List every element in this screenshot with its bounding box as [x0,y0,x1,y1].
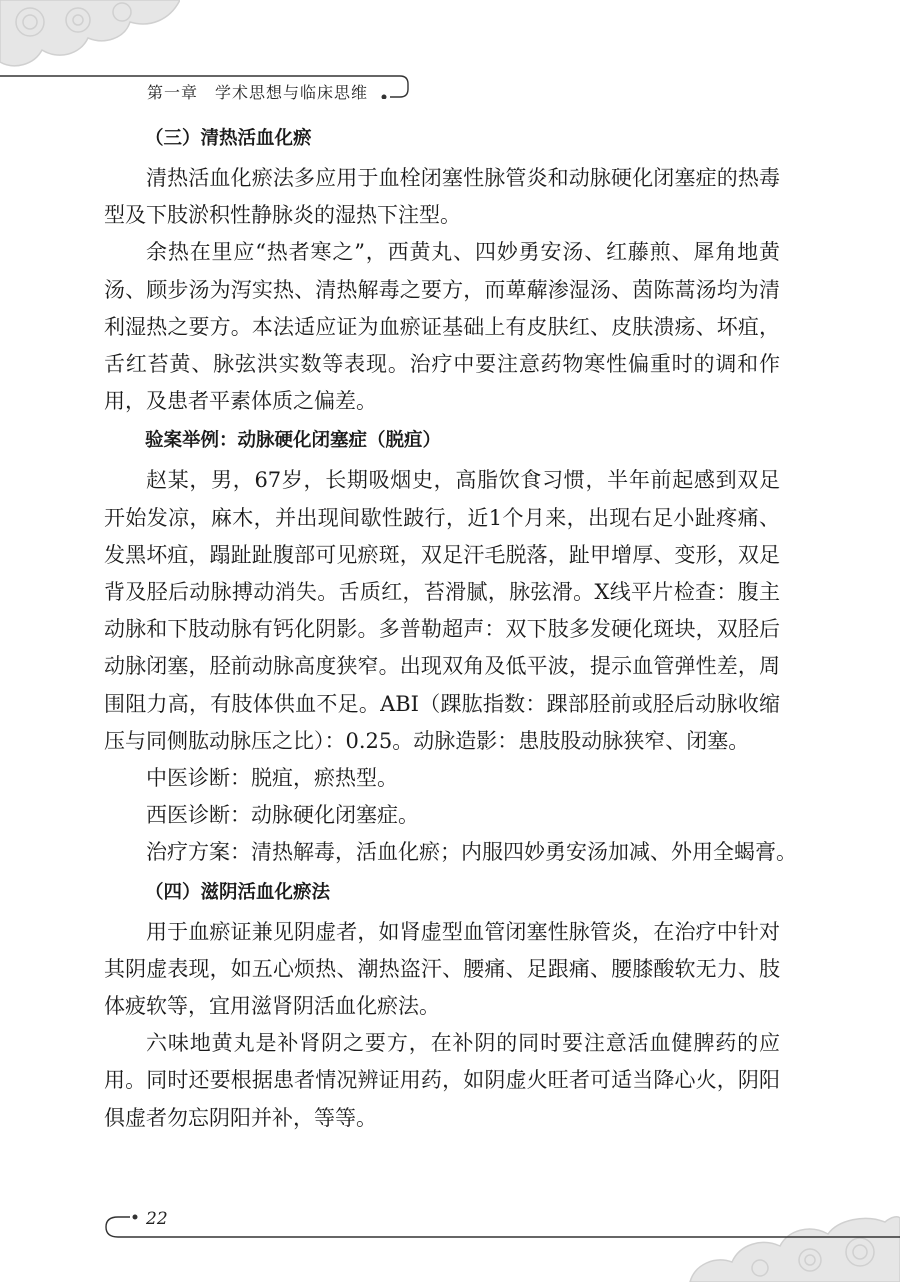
paragraph: 六味地黄丸是补肾阴之要方，在补阴的同时要注意活血健脾药的应用。同时还要根据患者情况辨证用药，如阴虚火旺者可适当降心火，阴阳俱虚者勿忘阴阳并补，等等。 [104,1031,780,1130]
running-header: 第一章 学术思想与临床思维 [147,83,369,102]
paragraph: 清热活血化瘀法多应用于血栓闭塞性脉管炎和动脉硬化闭塞症的热毒型及下肢淤积性静脉炎的湿热下注型。 [104,166,780,228]
paragraph: 余热在里应“热者寒之”，西黄丸、四妙勇安汤、红藤煎、犀角地黄汤、顾步汤为泻实热、清热解毒之要方，而萆薢渗湿汤、茵陈蒿汤均为清利湿热之要方。本法适应证为血瘀证基础上有皮肤红、皮肤溃疡、坏疽，舌红苔黄、脉弦洪实数等表现。治疗中要注意药物寒性偏重时的调和作用，及患者平素体质之偏差。 [104,240,780,414]
page-number: 22 [146,1209,168,1229]
treatment-plan: 治疗方案：清热解毒，活血化瘀；内服四妙勇安汤加减、外用全蝎膏。 [146,840,797,865]
section-heading-4: （四）滋阴活血化瘀法 [145,881,331,903]
page-body [104,118,797,1137]
western-diagnosis: 西医诊断：动脉硬化闭塞症。 [146,803,419,828]
case-paragraph: 赵某，男，67岁，长期吸烟史，高脂饮食习惯，半年前起感到双足开始发凉，麻木，并出现间歇性跛行，近1个月来，出现右足小趾疼痛、发黑坏疽，蹋趾趾腹部可见瘀斑，双足汗毛脱落，趾甲增厚、变形，双足背及胫后动脉搏动消失。舌质红，苔滑腻，脉弦滑。X线平片检查：腹主动脉和下肢动脉有钙化阴影。多普勒超声：双下肢多发硬化斑块，双胫后动脉闭塞，胫前动脉高度狭窄。出现双角及低平波，提示血管弹性差，周围阻力高，有肢体供血不足。ABI（踝肱指数：踝部胫前或胫后动脉收缩压与同侧肱动脉压之比）：0.25。动脉造影：患肢股动脉狭窄、闭塞。 [104,468,780,753]
paragraph: 用于血瘀证兼见阴虚者，如肾虚型血管闭塞性脉管炎，在治疗中针对其阴虚表现，如五心烦热、潮热盗汗、腰痛、足跟痛、腰膝酸软无力、肢体疲软等，宜用滋肾阴活血化瘀法。 [104,919,780,1019]
case-heading: 验案举例：动脉硬化闭塞症（脱疽） [145,430,442,452]
cloud-ornament-top-left [0,0,180,75]
footer-rule [100,1213,900,1243]
tcm-diagnosis: 中医诊断：脱疽，瘀热型。 [146,766,398,791]
section-heading-3: （三）清热活血化瘀 [145,128,312,149]
